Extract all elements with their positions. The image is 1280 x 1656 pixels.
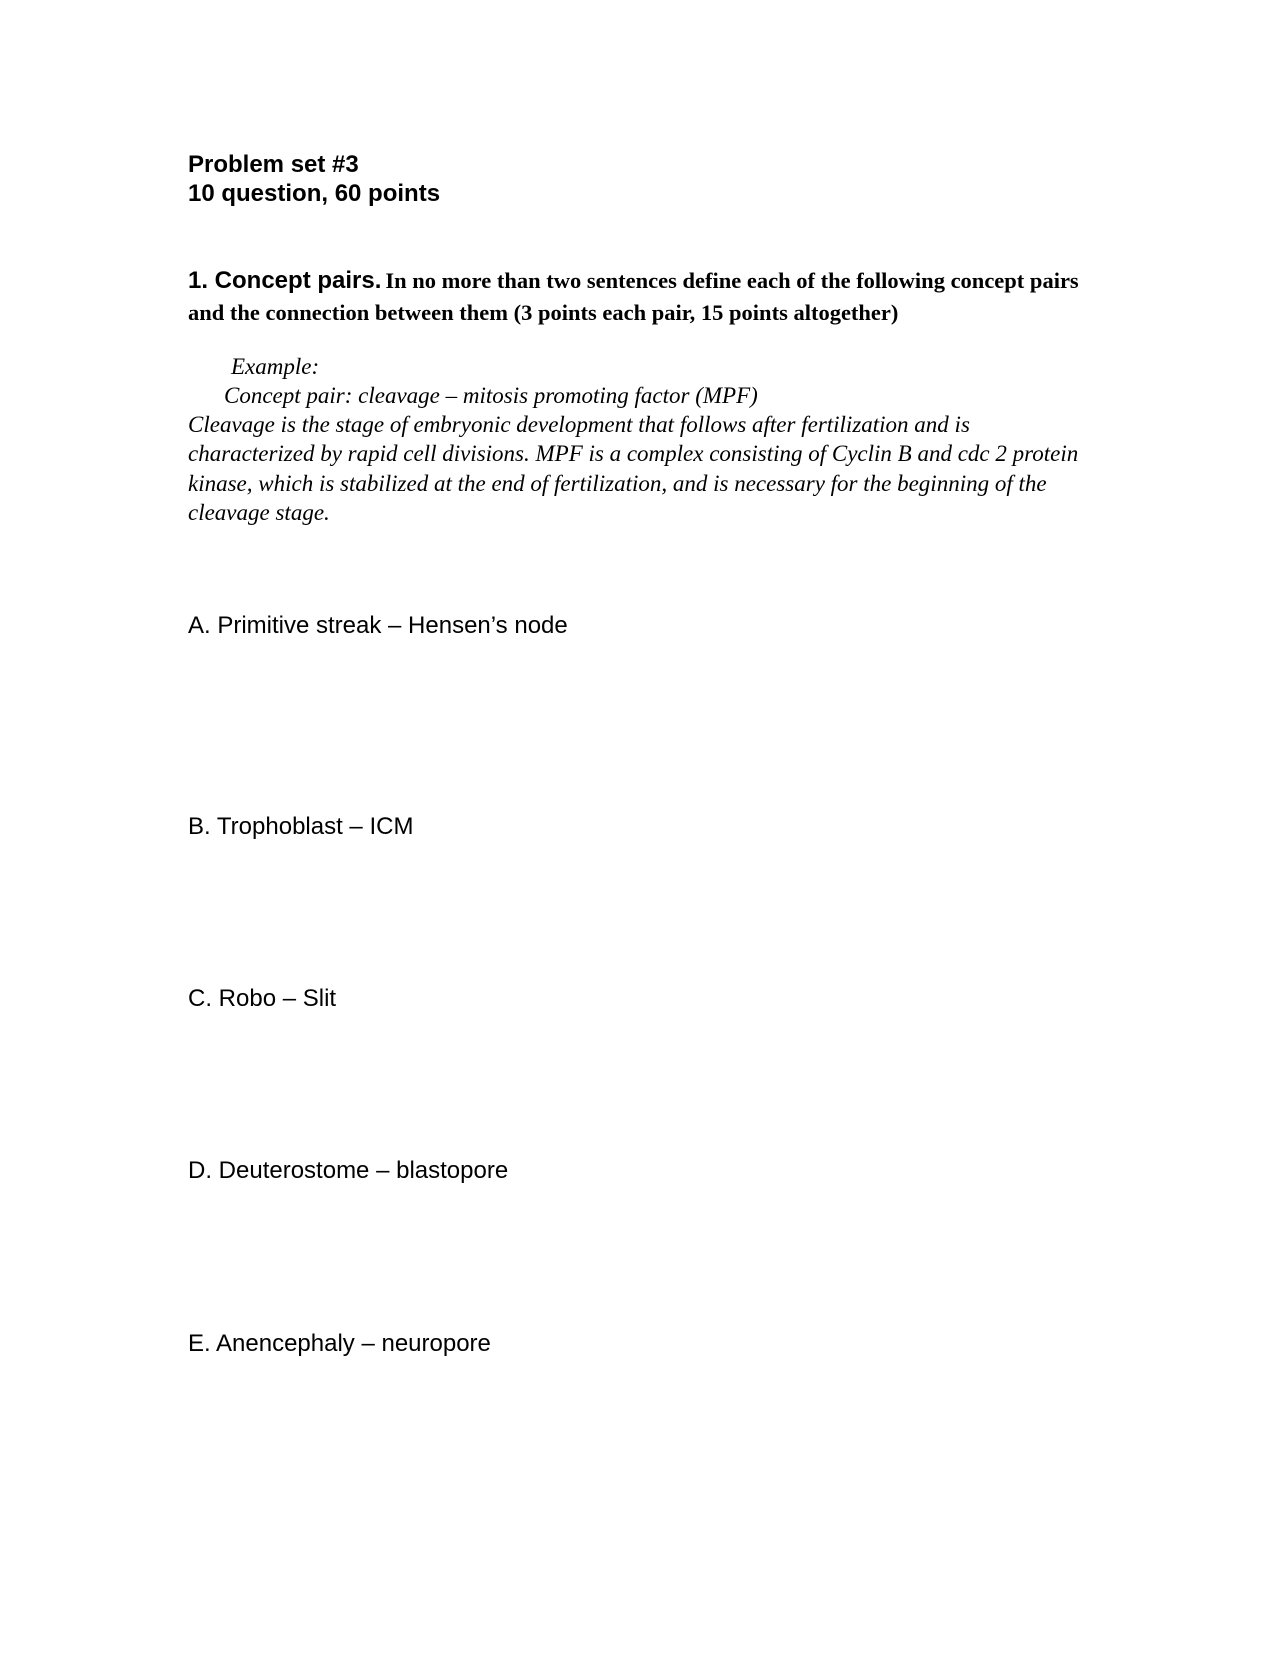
question-1-lead: 1. Concept pairs. (188, 267, 382, 294)
example-answer: Cleavage is the stage of embryonic development that follows after fertilization and is characterized by rapid cell divisions. MPF is a complex consisting of Cyclin B and cdc 2 protein kinase, which is stabilized at the end of fertilization, and is necessary for the beginning of the cleavage stage. (188, 412, 1079, 525)
concept-pair-c: C. Robo – Slit (188, 985, 337, 1012)
question-1-heading (188, 267, 1088, 330)
example-label: Example: (231, 354, 320, 379)
example-concept-pair: Concept pair: cleavage – mitosis promoting factor (MPF) (224, 383, 758, 408)
concept-pair-e: E. Anencephaly – neuropore (188, 1330, 491, 1357)
concept-pair-d: D. Deuterostome – blastopore (188, 1157, 509, 1184)
concept-pair-a: A. Primitive streak – Hensen’s node (188, 612, 568, 639)
problem-set-subtitle: 10 question, 60 points (188, 180, 441, 207)
problem-set-title: Problem set #3 (188, 151, 359, 178)
question-1-instructions: In no more than two sentences define each of the following concept pairs and the connection between them (3 points each pair, 15 points altogether) (188, 268, 1079, 325)
concept-pair-b: B. Trophoblast – ICM (188, 813, 414, 840)
